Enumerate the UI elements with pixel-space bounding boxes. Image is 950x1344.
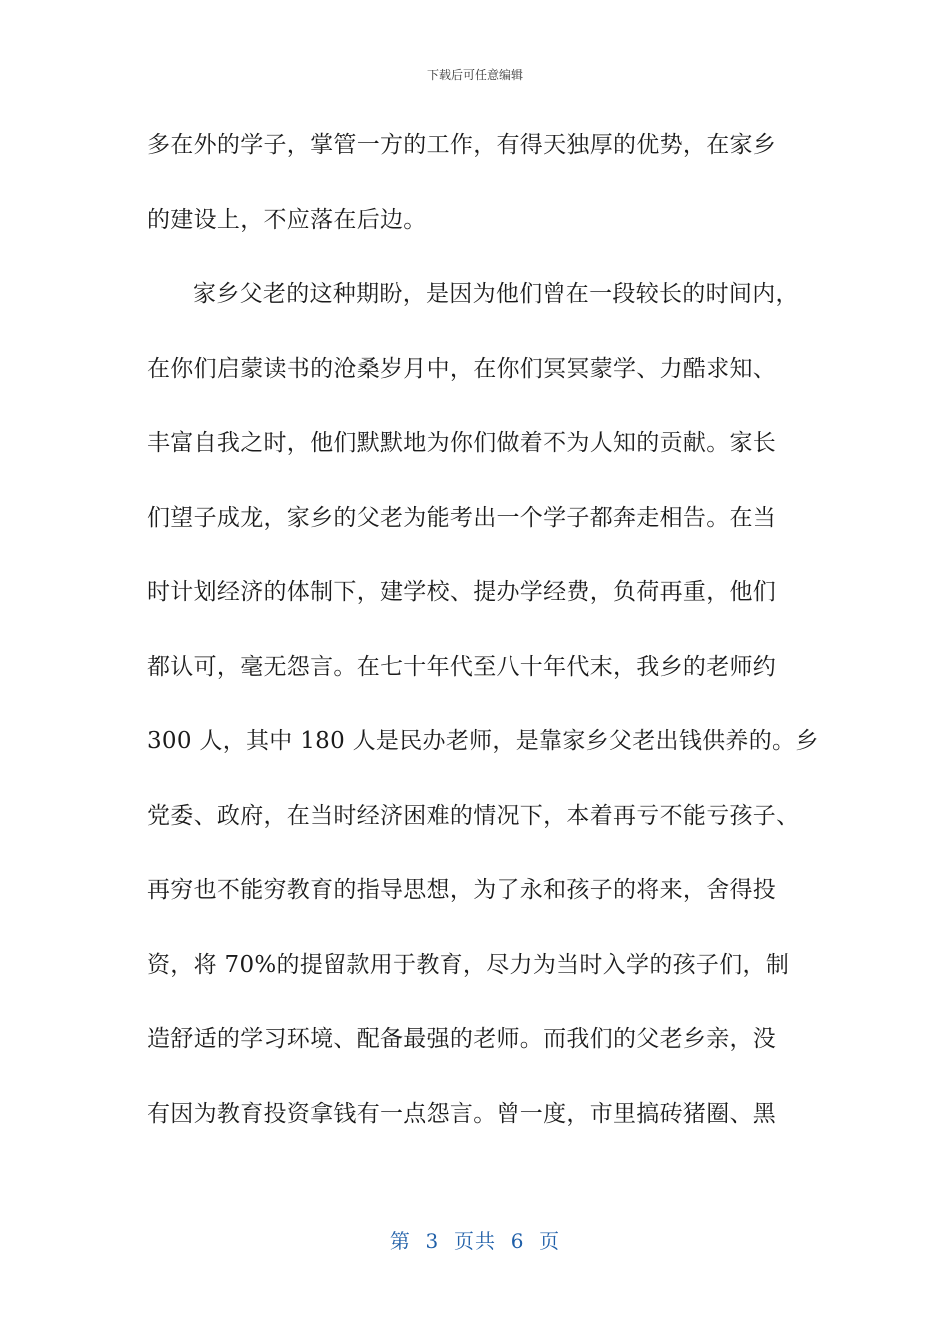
text-line-12: 资，将 70%的提留款用于教育，尽力为当时入学的孩子们，制 xyxy=(147,951,790,978)
text-line-8: 都认可，毫无怨言。在七十年代至八十年代末，我乡的老师约 xyxy=(147,653,777,680)
text-line-3: 家乡父老的这种期盼，是因为他们曾在一段较长的时间内， xyxy=(193,281,799,307)
text-line-4: 在你们启蒙读书的沧桑岁月中，在你们冥冥蒙学、力酷求知、 xyxy=(147,355,777,382)
page-header-note: 下载后可任意编辑 xyxy=(426,68,523,82)
text-line-5: 丰富自我之时，他们默默地为你们做着不为人知的贡献。家长 xyxy=(147,430,777,456)
text-line-6: 们望子成龙，家乡的父老为能考出一个学子都奔走相告。在当 xyxy=(147,504,777,531)
text-line-1: 多在外的学子，掌管一方的工作，有得天独厚的优势，在家乡 xyxy=(147,132,777,158)
text-line-2: 的建设上，不应落在后边。 xyxy=(147,206,427,233)
page-number-footer xyxy=(0,1225,950,1254)
text-line-7: 时计划经济的体制下，建学校、提办学经费，负荷再重，他们 xyxy=(147,579,777,605)
page-number-label: 第 3 页共 6 页 xyxy=(389,1229,561,1253)
text-line-11: 再穷也不能穷教育的指导思想，为了永和孩子的将来，舍得投 xyxy=(147,877,777,903)
text-line-9: 300 人，其中 180 人是民办老师，是靠家乡父老出钱供养的。乡 xyxy=(147,728,819,754)
text-line-14: 有因为教育投资拿钱有一点怨言。曾一度，市里搞砖猪圈、黑 xyxy=(147,1100,777,1127)
text-line-10: 党委、政府，在当时经济困难的情况下，本着再亏不能亏孩子、 xyxy=(147,802,800,829)
text-line-13: 造舒适的学习环境、配备最强的老师。而我们的父老乡亲，没 xyxy=(147,1026,777,1052)
document-body xyxy=(147,127,827,1170)
